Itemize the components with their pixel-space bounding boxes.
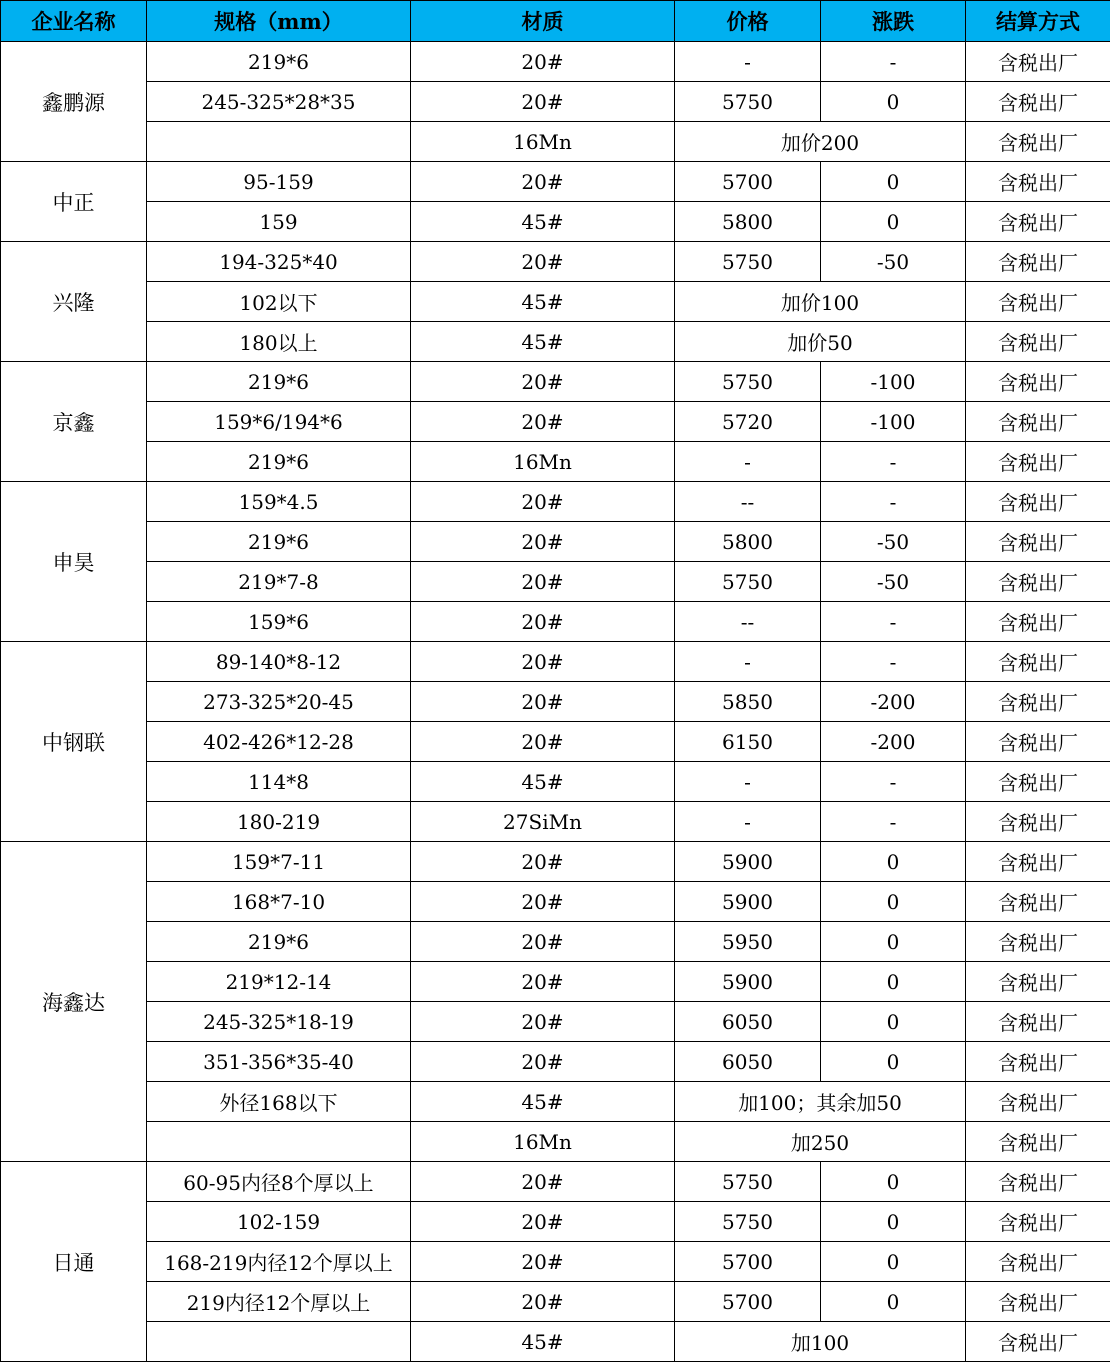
header-change: 涨跌 — [821, 1, 966, 42]
material-cell: 20# — [411, 562, 675, 602]
change-cell: - — [821, 802, 966, 842]
table-row — [1, 282, 1110, 322]
settlement-cell: 含税出厂 — [966, 922, 1110, 962]
spec-cell: 外径168以下 — [147, 1082, 411, 1122]
table-row — [1, 882, 1110, 922]
material-cell: 45# — [411, 762, 675, 802]
material-cell: 20# — [411, 1042, 675, 1082]
change-cell: -200 — [821, 722, 966, 762]
change-cell: 0 — [821, 922, 966, 962]
price-cell: 5720 — [675, 402, 821, 442]
spec-cell: 159*4.5 — [147, 482, 411, 522]
material-cell: 20# — [411, 402, 675, 442]
material-cell: 20# — [411, 522, 675, 562]
change-cell: 0 — [821, 1242, 966, 1282]
material-cell: 45# — [411, 202, 675, 242]
spec-cell: 95-159 — [147, 162, 411, 202]
change-cell: - — [821, 482, 966, 522]
material-cell: 20# — [411, 362, 675, 402]
price-note-cell: 加价100 — [675, 282, 966, 322]
settlement-cell: 含税出厂 — [966, 202, 1110, 242]
table-row — [1, 442, 1110, 482]
price-cell: 5800 — [675, 522, 821, 562]
material-cell: 20# — [411, 42, 675, 82]
settlement-cell: 含税出厂 — [966, 82, 1110, 122]
header-company: 企业名称 — [1, 1, 147, 42]
spec-cell — [147, 1122, 411, 1162]
spec-cell: 159*7-11 — [147, 842, 411, 882]
spec-cell: 60-95内径8个厚以上 — [147, 1162, 411, 1202]
company-cell: 鑫鹏源 — [1, 42, 147, 162]
settlement-cell: 含税出厂 — [966, 282, 1110, 322]
table-row — [1, 1322, 1110, 1362]
change-cell: 0 — [821, 1282, 966, 1322]
material-cell: 20# — [411, 1162, 675, 1202]
header-spec: 规格（mm） — [147, 1, 411, 42]
table-row — [1, 722, 1110, 762]
price-cell: 5700 — [675, 1242, 821, 1282]
table-row — [1, 1042, 1110, 1082]
spec-cell: 159 — [147, 202, 411, 242]
change-cell: 0 — [821, 1202, 966, 1242]
price-cell: -- — [675, 482, 821, 522]
material-cell: 27SiMn — [411, 802, 675, 842]
price-cell: 6050 — [675, 1042, 821, 1082]
change-cell: - — [821, 42, 966, 82]
change-cell: - — [821, 602, 966, 642]
change-cell: -100 — [821, 362, 966, 402]
spec-cell: 402-426*12-28 — [147, 722, 411, 762]
spec-cell: 219*6 — [147, 922, 411, 962]
change-cell: 0 — [821, 1042, 966, 1082]
table-body — [1, 42, 1110, 1362]
spec-cell: 89-140*8-12 — [147, 642, 411, 682]
material-cell: 16Mn — [411, 442, 675, 482]
table-row — [1, 962, 1110, 1002]
table-row — [1, 562, 1110, 602]
settlement-cell: 含税出厂 — [966, 442, 1110, 482]
price-cell: 5800 — [675, 202, 821, 242]
company-cell: 兴隆 — [1, 242, 147, 362]
material-cell: 16Mn — [411, 122, 675, 162]
price-note-cell: 加价50 — [675, 322, 966, 362]
spec-cell — [147, 1322, 411, 1362]
header-material: 材质 — [411, 1, 675, 42]
price-cell: - — [675, 442, 821, 482]
price-cell: 5750 — [675, 1162, 821, 1202]
table-row — [1, 642, 1110, 682]
spec-cell: 159*6/194*6 — [147, 402, 411, 442]
table-row — [1, 42, 1110, 82]
material-cell: 20# — [411, 1202, 675, 1242]
table-row — [1, 1082, 1110, 1122]
settlement-cell: 含税出厂 — [966, 1242, 1110, 1282]
change-cell: - — [821, 762, 966, 802]
settlement-cell: 含税出厂 — [966, 1082, 1110, 1122]
table-row — [1, 202, 1110, 242]
material-cell: 20# — [411, 642, 675, 682]
spec-cell: 219内径12个厚以上 — [147, 1282, 411, 1322]
settlement-cell: 含税出厂 — [966, 1122, 1110, 1162]
spec-cell: 245-325*18-19 — [147, 1002, 411, 1042]
price-cell: 5750 — [675, 82, 821, 122]
settlement-cell: 含税出厂 — [966, 1322, 1110, 1362]
settlement-cell: 含税出厂 — [966, 842, 1110, 882]
spec-cell: 114*8 — [147, 762, 411, 802]
material-cell: 20# — [411, 602, 675, 642]
settlement-cell: 含税出厂 — [966, 1202, 1110, 1242]
spec-cell: 219*6 — [147, 522, 411, 562]
price-note-cell: 加100 — [675, 1322, 966, 1362]
change-cell: - — [821, 642, 966, 682]
table-row — [1, 482, 1110, 522]
company-cell: 日通 — [1, 1162, 147, 1362]
material-cell: 45# — [411, 322, 675, 362]
table-row — [1, 322, 1110, 362]
settlement-cell: 含税出厂 — [966, 1282, 1110, 1322]
settlement-cell: 含税出厂 — [966, 602, 1110, 642]
spec-cell: 273-325*20-45 — [147, 682, 411, 722]
settlement-cell: 含税出厂 — [966, 722, 1110, 762]
price-cell: 5750 — [675, 1202, 821, 1242]
price-cell: 5900 — [675, 962, 821, 1002]
table-row — [1, 1002, 1110, 1042]
material-cell: 20# — [411, 842, 675, 882]
table-row — [1, 602, 1110, 642]
material-cell: 45# — [411, 282, 675, 322]
table-row — [1, 242, 1110, 282]
table-row — [1, 362, 1110, 402]
spec-cell: 102以下 — [147, 282, 411, 322]
spec-cell: 219*12-14 — [147, 962, 411, 1002]
change-cell: 0 — [821, 202, 966, 242]
price-cell: 5750 — [675, 362, 821, 402]
change-cell: -200 — [821, 682, 966, 722]
table-row — [1, 762, 1110, 802]
change-cell: -50 — [821, 522, 966, 562]
material-cell: 20# — [411, 722, 675, 762]
settlement-cell: 含税出厂 — [966, 1002, 1110, 1042]
price-cell: 5750 — [675, 562, 821, 602]
price-cell: - — [675, 42, 821, 82]
price-note-cell: 加100；其余加50 — [675, 1082, 966, 1122]
spec-cell: 219*6 — [147, 442, 411, 482]
settlement-cell: 含税出厂 — [966, 482, 1110, 522]
table-row — [1, 1242, 1110, 1282]
price-cell: 5700 — [675, 1282, 821, 1322]
change-cell: -50 — [821, 562, 966, 602]
material-cell: 20# — [411, 1282, 675, 1322]
spec-cell: 219*6 — [147, 362, 411, 402]
spec-cell: 219*7-8 — [147, 562, 411, 602]
settlement-cell: 含税出厂 — [966, 402, 1110, 442]
spec-cell: 194-325*40 — [147, 242, 411, 282]
header-row — [1, 1, 1110, 42]
price-cell: - — [675, 762, 821, 802]
company-cell: 中正 — [1, 162, 147, 242]
spec-cell: 180-219 — [147, 802, 411, 842]
table-row — [1, 402, 1110, 442]
table-row — [1, 1202, 1110, 1242]
change-cell: 0 — [821, 1002, 966, 1042]
material-cell: 16Mn — [411, 1122, 675, 1162]
change-cell: 0 — [821, 162, 966, 202]
settlement-cell: 含税出厂 — [966, 162, 1110, 202]
price-note-cell: 加价200 — [675, 122, 966, 162]
material-cell: 20# — [411, 162, 675, 202]
settlement-cell: 含税出厂 — [966, 762, 1110, 802]
table-row — [1, 802, 1110, 842]
price-note-cell: 加250 — [675, 1122, 966, 1162]
settlement-cell: 含税出厂 — [966, 322, 1110, 362]
change-cell: 0 — [821, 82, 966, 122]
spec-cell: 102-159 — [147, 1202, 411, 1242]
price-cell: 5900 — [675, 842, 821, 882]
change-cell: -100 — [821, 402, 966, 442]
settlement-cell: 含税出厂 — [966, 642, 1110, 682]
price-cell: -- — [675, 602, 821, 642]
table-row — [1, 1162, 1110, 1202]
settlement-cell: 含税出厂 — [966, 522, 1110, 562]
settlement-cell: 含税出厂 — [966, 242, 1110, 282]
settlement-cell: 含税出厂 — [966, 682, 1110, 722]
company-cell: 海鑫达 — [1, 842, 147, 1162]
spec-cell: 245-325*28*35 — [147, 82, 411, 122]
spec-cell: 180以上 — [147, 322, 411, 362]
header-price: 价格 — [675, 1, 821, 42]
table-row — [1, 82, 1110, 122]
price-cell: - — [675, 642, 821, 682]
material-cell: 20# — [411, 242, 675, 282]
material-cell: 20# — [411, 1002, 675, 1042]
company-cell: 京鑫 — [1, 362, 147, 482]
price-cell: 6150 — [675, 722, 821, 762]
material-cell: 20# — [411, 962, 675, 1002]
change-cell: 0 — [821, 842, 966, 882]
table-row — [1, 122, 1110, 162]
material-cell: 20# — [411, 682, 675, 722]
company-cell: 申昊 — [1, 482, 147, 642]
price-cell: - — [675, 802, 821, 842]
table-row — [1, 1122, 1110, 1162]
material-cell: 20# — [411, 922, 675, 962]
spec-cell: 168-219内径12个厚以上 — [147, 1242, 411, 1282]
settlement-cell: 含税出厂 — [966, 802, 1110, 842]
price-cell: 5750 — [675, 242, 821, 282]
table-row — [1, 1282, 1110, 1322]
change-cell: 0 — [821, 962, 966, 1002]
settlement-cell: 含税出厂 — [966, 42, 1110, 82]
settlement-cell: 含税出厂 — [966, 1162, 1110, 1202]
spec-cell: 219*6 — [147, 42, 411, 82]
settlement-cell: 含税出厂 — [966, 362, 1110, 402]
header-settlement: 结算方式 — [966, 1, 1110, 42]
price-cell: 6050 — [675, 1002, 821, 1042]
change-cell: -50 — [821, 242, 966, 282]
price-cell: 5900 — [675, 882, 821, 922]
spec-cell — [147, 122, 411, 162]
settlement-cell: 含税出厂 — [966, 562, 1110, 602]
table-row — [1, 842, 1110, 882]
change-cell: - — [821, 442, 966, 482]
change-cell: 0 — [821, 1162, 966, 1202]
settlement-cell: 含税出厂 — [966, 882, 1110, 922]
material-cell: 45# — [411, 1082, 675, 1122]
material-cell: 45# — [411, 1322, 675, 1362]
change-cell: 0 — [821, 882, 966, 922]
material-cell: 20# — [411, 82, 675, 122]
price-cell: 5700 — [675, 162, 821, 202]
spec-cell: 168*7-10 — [147, 882, 411, 922]
spec-cell: 159*6 — [147, 602, 411, 642]
table-row — [1, 522, 1110, 562]
price-cell: 5850 — [675, 682, 821, 722]
company-cell: 中钢联 — [1, 642, 147, 842]
settlement-cell: 含税出厂 — [966, 122, 1110, 162]
table-row — [1, 922, 1110, 962]
settlement-cell: 含税出厂 — [966, 1042, 1110, 1082]
table-row — [1, 162, 1110, 202]
price-cell: 5950 — [675, 922, 821, 962]
spec-cell: 351-356*35-40 — [147, 1042, 411, 1082]
material-cell: 20# — [411, 482, 675, 522]
material-cell: 20# — [411, 1242, 675, 1282]
table-row — [1, 682, 1110, 722]
settlement-cell: 含税出厂 — [966, 962, 1110, 1002]
material-cell: 20# — [411, 882, 675, 922]
